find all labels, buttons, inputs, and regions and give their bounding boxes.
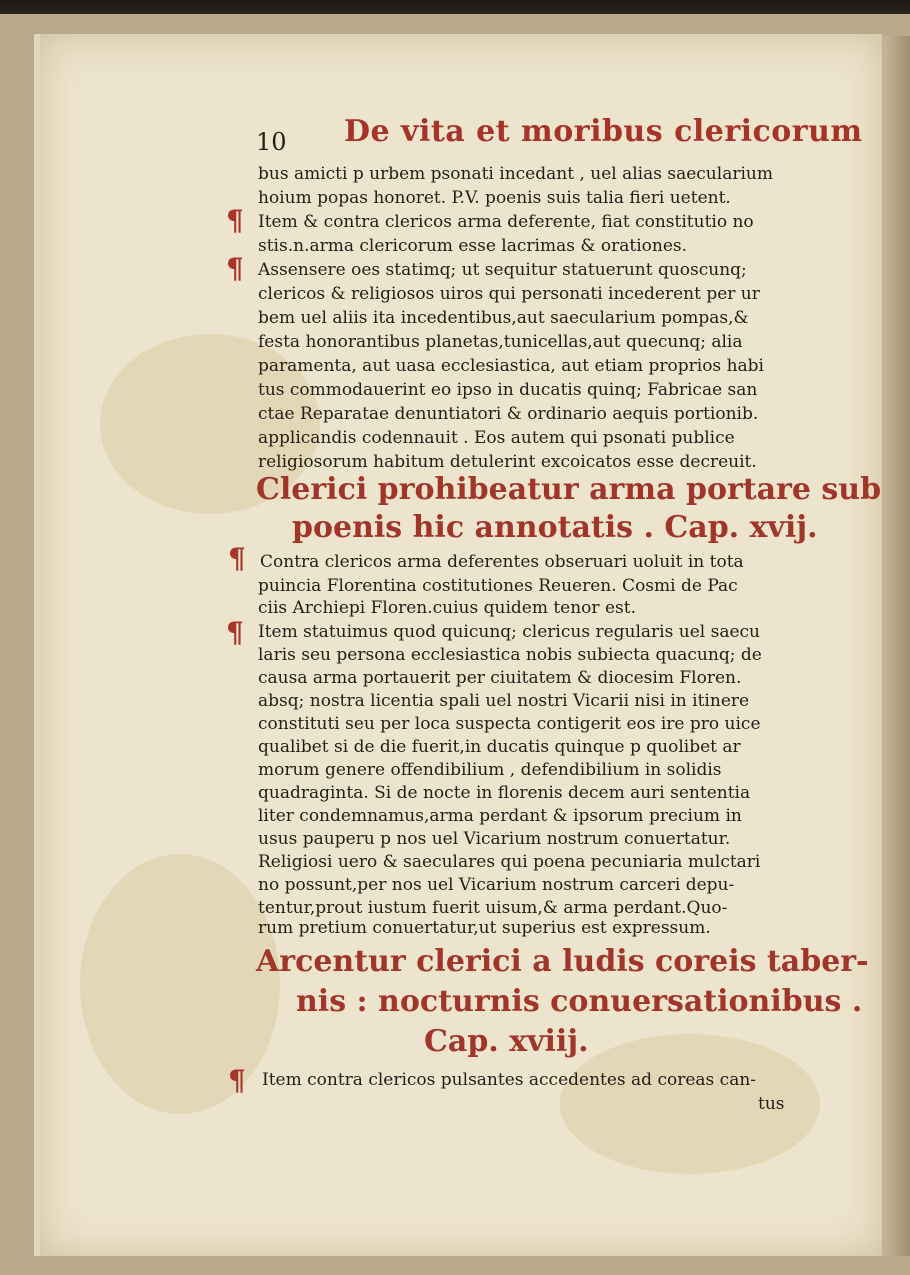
text-line: laris seu persona ecclesiastica nobis subiecta quacunq; de <box>258 645 762 665</box>
text-line: applicandis codennauit . Eos autem qui psonati publice <box>258 428 735 448</box>
text-line: hoium popas honoret. P.V. poenis suis talia fieri uetent. <box>258 188 731 208</box>
folio-number: 10 <box>256 128 287 156</box>
text-line: absq; nostra licentia spali uel nostri Vicarii nisi in itinere <box>258 691 750 711</box>
text-line: liter condemnamus,arma perdant & ipsorum precium in <box>258 806 742 826</box>
running-title: De vita et moribus clericorum <box>344 114 863 149</box>
paper-stain <box>80 854 280 1114</box>
chapter-heading-line: Clerici prohibeatur arma portare sub <box>256 472 882 507</box>
text-line: Item contra clericos pulsantes accedentes ad coreas can- <box>262 1070 757 1090</box>
text-line: Contra clericos arma deferentes obseruari uoluit in tota <box>260 552 744 572</box>
text-line: tus commodauerint eo ipso in ducatis quinq; Fabricae san <box>258 380 758 400</box>
text-line: no possunt,per nos uel Vicarium nostrum carceri depu- <box>258 875 735 895</box>
text-line: bem uel aliis ita incedentibus,aut saecularium pompas,& <box>258 308 749 328</box>
chapter-heading-line: Cap. xviij. <box>424 1024 589 1059</box>
text-line: tentur,prout iustum fuerit uisum,& arma perdant.Quo- <box>258 898 728 918</box>
chapter-heading-line: nis : nocturnis conuersationibus . <box>296 984 863 1019</box>
text-line: quadraginta. Si de nocte in florenis decem auri sententia <box>258 783 751 803</box>
text-line: paramenta, aut uasa ecclesiastica, aut etiam proprios habi <box>258 356 764 376</box>
text-line: clericos & religiosos uiros qui personati incederent per ur <box>258 284 760 304</box>
text-line: Item & contra clericos arma deferente, fiat constitutio no <box>258 212 754 232</box>
text-line: stis.n.arma clericorum esse lacrimas & orationes. <box>258 236 688 256</box>
text-line: ctae Reparatae denuntiatori & ordinario aequis portionib. <box>258 404 759 424</box>
text-line: Assensere oes statimq; ut sequitur statuerunt quoscunq; <box>258 260 747 280</box>
pilcrow-mark: ¶ <box>228 1064 246 1097</box>
text-line: morum genere offendibilium , defendibilium in solidis <box>258 760 722 780</box>
pilcrow-mark: ¶ <box>228 542 246 575</box>
text-line: religiosorum habitum detulerint excoicatos esse decreuit. <box>258 452 757 472</box>
pilcrow-mark: ¶ <box>226 252 244 285</box>
chapter-heading-line: Arcentur clerici a ludis coreis taber- <box>256 944 869 979</box>
text-line: constituti seu per loca suspecta contigerit eos ire pro uice <box>258 714 761 734</box>
pilcrow-mark: ¶ <box>226 616 244 649</box>
text-line: causa arma portauerit per ciuitatem & diocesim Floren. <box>258 668 742 688</box>
text-line: Religiosi uero & saeculares qui poena pecuniaria mulctari <box>258 852 761 872</box>
pilcrow-mark: ¶ <box>226 204 244 237</box>
text-line: usus pauperu p nos uel Vicarium nostrum conuertatur. <box>258 829 731 849</box>
text-line: Item statuimus quod quicunq; clericus regularis uel saecu <box>258 622 760 642</box>
text-line: festa honorantibus planetas,tunicellas,aut quecunq; alia <box>258 332 743 352</box>
text-line: rum pretium conuertatur,ut superius est expressum. <box>258 918 711 938</box>
text-line: puincia Florentina costitutiones Reueren. Cosmi de Pac <box>258 576 738 596</box>
text-line: bus amicti p urbem psonati incedant , uel alias saecularium <box>258 164 773 184</box>
text-line: ciis Archiepi Floren.cuius quidem tenor est. <box>258 598 636 618</box>
catchword: tus <box>758 1094 785 1114</box>
chapter-heading-line: poenis hic annotatis . Cap. xvij. <box>292 510 818 545</box>
text-line: qualibet si de die fuerit,in ducatis quinque p quolibet ar <box>258 737 741 757</box>
